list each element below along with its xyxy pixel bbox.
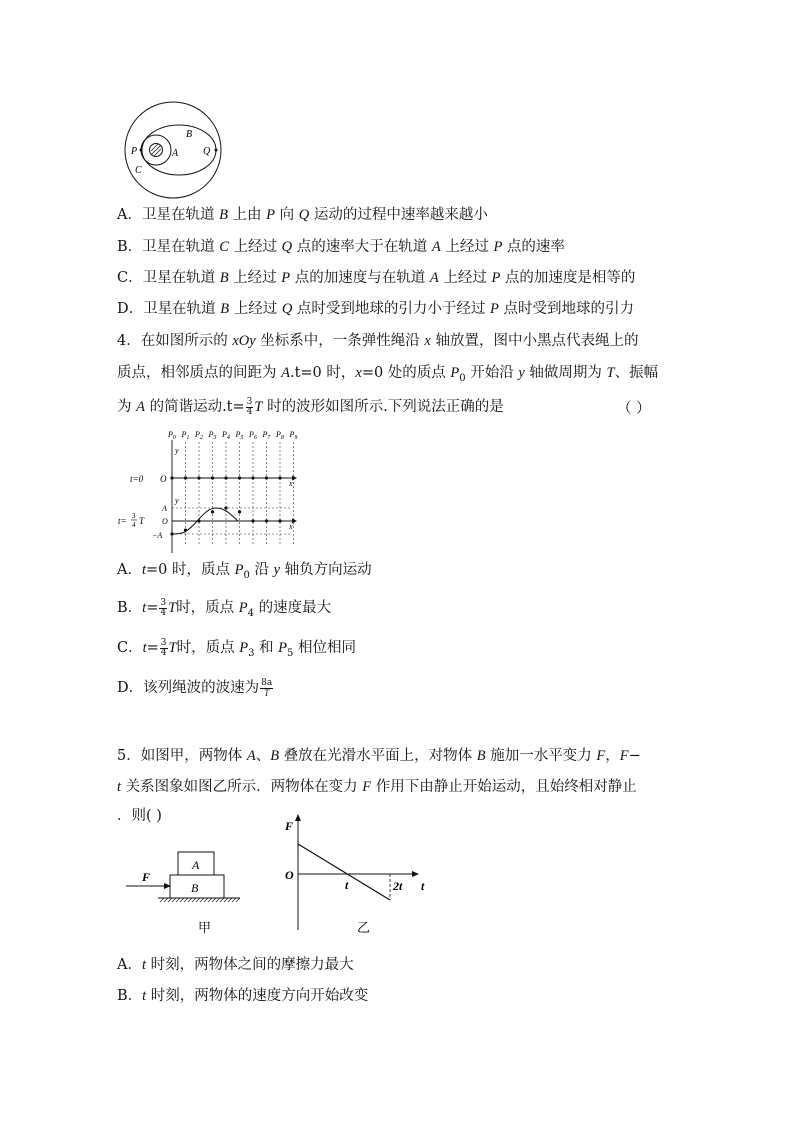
t1-frac-den: 4 (132, 521, 136, 529)
hatch-line (192, 898, 196, 902)
label-A: A (172, 148, 179, 159)
dot-t0-P3 (211, 476, 214, 479)
dot-t0-P7 (265, 476, 268, 479)
q4-stem-line-2: 质点，相邻质点的间距为 A.t=0 时，x=0 处的质点 $P_0$ 开始沿 y 轴做周期为 T、振幅 (117, 365, 659, 384)
t0-label: t=0 (130, 474, 144, 484)
hatch-line (200, 898, 204, 902)
q5-option-a: A．t 时刻，两物体之间的摩擦力最大 (117, 957, 354, 973)
dot-t0-P8 (278, 476, 281, 479)
hatch-line (196, 898, 200, 902)
hatch-line (220, 898, 224, 902)
label-P2: $P_2$ (195, 430, 203, 441)
hatch-line (228, 898, 232, 902)
origin-bottom: O (162, 517, 168, 526)
dot-t1-P3 (211, 510, 214, 513)
caption-jia: 甲 (198, 920, 212, 935)
label-P9: $P_9$ (289, 430, 298, 441)
hatch-line (224, 898, 228, 902)
label-P0: $P_0$ (168, 430, 176, 441)
amp-neg-label: −A (152, 531, 163, 540)
y-axis-label-top: y (175, 446, 179, 455)
label-P6: $P_6$ (249, 430, 257, 441)
dot-t0-P9 (292, 476, 295, 479)
label-P3: $P_3$ (208, 430, 217, 441)
label-B: B (186, 129, 193, 140)
q3-option-a: A．卫星在轨道 B 上由 P 向 Q 运动的过程中速率越来越小 (117, 207, 488, 223)
dot-t0-P1 (184, 476, 187, 479)
svg-text:B: B (191, 881, 199, 895)
hatch-line (180, 898, 184, 902)
q4-option-d: D．该列绳波的波速为 $\frac{8a}{T}$ (117, 677, 273, 698)
hatch-line (168, 898, 172, 902)
dot-t1-P4 (224, 506, 227, 509)
figure-yi (280, 812, 440, 937)
q3-option-d: D．卫星在轨道 B 上经过 Q 点时受到地球的引力小于经过 P 点时受到地球的引力 (117, 301, 634, 317)
q4-stem-line-3: 为 A 的简谐运动.t= $\frac{3}{4}$ T 时的波形如图所示.下列说法正确的是 (117, 396, 504, 417)
t1-label-a: t= (118, 516, 127, 526)
dot-t0-P5 (238, 476, 241, 479)
hatch-line (236, 898, 240, 902)
q5-stem-line-1: 5．如图甲，两物体 A、B 叠放在光滑水平面上，对物体 B 施加一水平变力 F，F− (117, 748, 641, 764)
dot-t1-P6 (251, 519, 254, 522)
hatch-line (184, 898, 188, 902)
answer-paren: （ ） (617, 401, 651, 417)
q4-stem-line-1: 4．在如图所示的 xOy 坐标系中，一条弹性绳沿 x 轴放置，图中小黑点代表绳上的 (117, 333, 639, 349)
hatch-line (164, 898, 168, 902)
svg-text:O: O (285, 868, 294, 882)
q4-option-a: A．t=0 时，质点 $P_0$ 沿 y 轴负方向运动 (117, 562, 372, 581)
q3-option-c: C．卫星在轨道 B 上经过 P 点的加速度与在轨道 A 上经过 P 点的加速度是相等的 (117, 270, 636, 286)
caption-yi: 乙 (357, 920, 371, 935)
label-P8: $P_8$ (276, 430, 284, 441)
dot-t1-P1 (184, 529, 187, 532)
q4-option-c: C．t= $\frac{3}{4}$ T时，质点 $P_3$ 和 $P_5$ 相位相同 (117, 637, 357, 659)
q5-option-b: B．t 时刻，两物体的速度方向开始改变 (117, 988, 369, 1004)
label-P: P (131, 146, 138, 157)
hatch-line (188, 898, 192, 902)
dot-t0-P4 (224, 476, 227, 479)
dot-t0-P6 (251, 476, 254, 479)
y-axis-label-mid: y (175, 496, 179, 505)
hatch-line (216, 898, 220, 902)
svg-text:2t: 2t (393, 879, 403, 893)
hatch-line (172, 898, 176, 902)
svg-text:t: t (421, 879, 425, 893)
dot-t1-P9 (292, 519, 295, 522)
particle-gridlines (186, 442, 294, 546)
q4-option-b: B．t= $\frac{3}{4}$ T时，质点 $P_4$ 的速度最大 (117, 597, 332, 619)
hatch-line (232, 898, 236, 902)
dot-t1-P5 (238, 510, 241, 513)
label-P1: $P_1$ (181, 430, 190, 441)
amp-pos-label: A (162, 504, 167, 513)
q5-stem-line-3: ．则( ) (117, 808, 162, 824)
dot-t1-P7 (265, 519, 268, 522)
label-P5: $P_5$ (235, 430, 244, 441)
t1-label-b: T (139, 516, 145, 526)
x-axis-label-top: x (289, 479, 293, 488)
dot-t0-P0 (170, 476, 173, 479)
hatch-line (208, 898, 212, 902)
svg-text:A: A (192, 858, 200, 872)
svg-text:F: F (142, 870, 151, 884)
label-C: C (135, 165, 142, 176)
origin-top: O (160, 474, 167, 484)
orbit-diagram (118, 100, 228, 200)
F-t-line (298, 844, 390, 900)
label-Q: Q (203, 146, 211, 157)
particle-labels (167, 430, 297, 441)
wave-figure (112, 428, 302, 558)
x-axis-label-bottom: x (289, 522, 293, 531)
hatch-line (160, 898, 164, 902)
dot-t1-P0 (170, 532, 173, 535)
dot-t1-P2 (197, 519, 200, 522)
svg-text:t: t (345, 878, 349, 892)
ground-hatch (160, 898, 240, 902)
q3-option-b: B．卫星在轨道 C 上经过 Q 点的速率大于在轨道 A 上经过 P 点的速率 (117, 239, 565, 255)
dot-t1-P8 (278, 519, 281, 522)
hatch-line (176, 898, 180, 902)
t1-frac-num: 3 (132, 512, 136, 520)
dot-t0-P2 (197, 476, 200, 479)
label-P7: $P_7$ (262, 430, 271, 441)
hatch-line (204, 898, 208, 902)
q5-stem-line-2: t 关系图象如图乙所示．两物体在变力 F 作用下由静止开始运动，且始终相对静止 (117, 779, 637, 795)
svg-text:F: F (285, 819, 294, 833)
hatch-line (212, 898, 216, 902)
figure-jia (120, 845, 250, 940)
label-P4: $P_4$ (222, 430, 230, 441)
